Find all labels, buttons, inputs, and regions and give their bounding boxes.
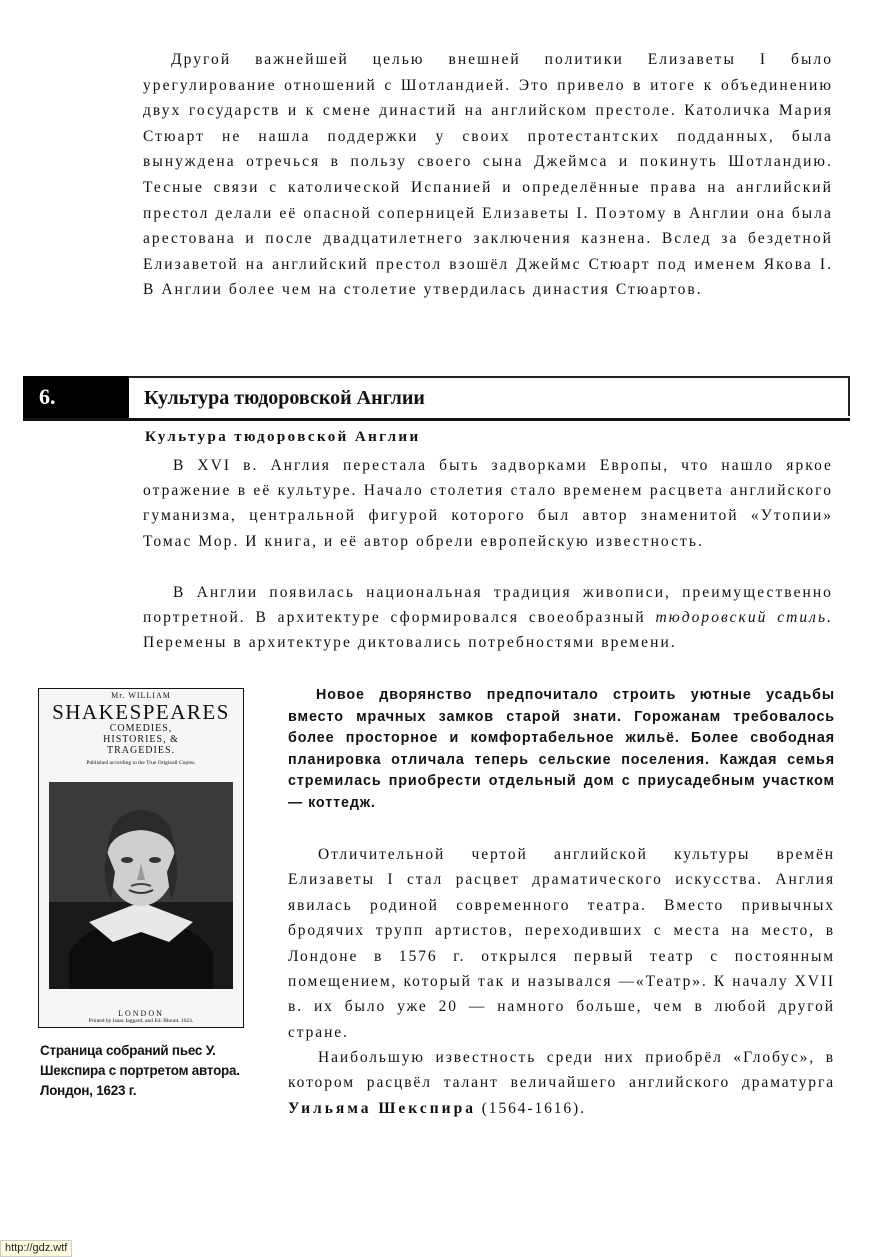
folio-title-block [39, 689, 243, 766]
shakespeare-portrait-icon [49, 782, 233, 989]
paragraph-cottage: Новое дворянство предпочитало строить уютные усадьбы вместо мрачных замков старой знати. Горожанам требовалось более просторное и комфортабельное жильё. Более свободная планировка отличала теперь сельские поселения. Каждая семья стремилась приобрести отдельный дом с приусадебным участком — коттедж. [288, 687, 835, 811]
shakespeare-folio-image [38, 688, 244, 1028]
watermark-link[interactable]: http://gdz.wtf [0, 1240, 72, 1257]
paragraph-architecture-part2: Перемены в архитектуре диктовались потребностями времени. [143, 634, 677, 652]
folio-imprint [39, 1009, 243, 1024]
paragraph-humanism: В XVI в. Англия перестала быть задворками Европы, что нашло яркое отражение в её культуре. Начало столетия стало временем расцвета английского гуманизма, центральной фигурой которого был автор знаменитой «Утопии» Томас Мор. И книга, и её автор обрели европейскую известность. [143, 457, 833, 550]
paragraph-theatre: Отличительной чертой английской культуры времён Елизаветы I стал расцвет драматического искусства. Англия явилась родиной современного театра. Вместо привычных бродячих трупп артистов, переходивших с места на место, в Лондоне в 1576 г. открылся первый театр с постоянным помещением, который так и назывался —«Театр». К началу XVII в. их было уже 20 — намного больше, чем в любой другой стране. [288, 846, 835, 1041]
paragraph-globe-part1: Наибольшую известность среди них приобрёл «Глобус», в котором расцвёл талант величайшего английского драматурга [288, 1049, 835, 1092]
section-divider [23, 418, 850, 421]
folio-small-line: Published according to the True Originall Copies. [86, 760, 196, 766]
figure-caption: Страница собраний пьес У. Шекспира с портретом автора. Лондон, 1623 г. [40, 1043, 240, 1098]
paragraph-globe [288, 1045, 835, 1121]
folio-sub-2: HISTORIES, & [103, 734, 179, 745]
shakespeare-name: Уильяма Шекспира [288, 1099, 476, 1117]
section-header [23, 376, 850, 418]
tudor-style-term: тюдоровский стиль. [655, 609, 834, 627]
folio-top-line: Mr. WILLIAM [111, 691, 171, 700]
paragraph-architecture [143, 580, 833, 656]
folio-city: LONDON [118, 1009, 164, 1018]
paragraph-globe-part2: (1564-1616). [475, 1099, 586, 1117]
folio-sub-1: COMEDIES, [109, 723, 173, 734]
folio-title: SHAKESPEARES [52, 700, 230, 724]
folio-sub-3: TRAGEDIES. [106, 745, 176, 756]
paragraph-architecture-part1: В Англии появилась национальная традиция живописи, преимущественно портретной. В архитектуре сформировался своеобразный [143, 584, 833, 627]
section-title: Культура тюдоровской Англии [129, 376, 850, 416]
folio-printer: Printed by Isaac Iaggard, and Ed. Blount. 1623. [88, 1018, 194, 1024]
section-number: 6. [23, 376, 129, 418]
intro-paragraph: Другой важнейшей целью внешней политики Елизаветы I было урегулирование отношений с Шотландией. Это привело в итоге к объединению двух государств и к смене династий на английском престоле. Католичка Мария Стюарт не нашла поддержки у своих протестантских подданных, была вынуждена отречься в пользу своего сына Джеймса и покинуть Шотландию. Тесные связи с католической Испанией и определённые права на английский престол делали её опасной соперницей Елизаветы I. Поэтому в Англии она была арестована и после двадцатилетнего заключения казнена. Вслед за бездетной Елизаветой на английский престол взошёл Джеймс Стюарт под именем Якова I. В Англии более чем на столетие утвердилась династия Стюартов. [143, 51, 833, 299]
subheading: Культура тюдоровской Англии [145, 429, 421, 445]
